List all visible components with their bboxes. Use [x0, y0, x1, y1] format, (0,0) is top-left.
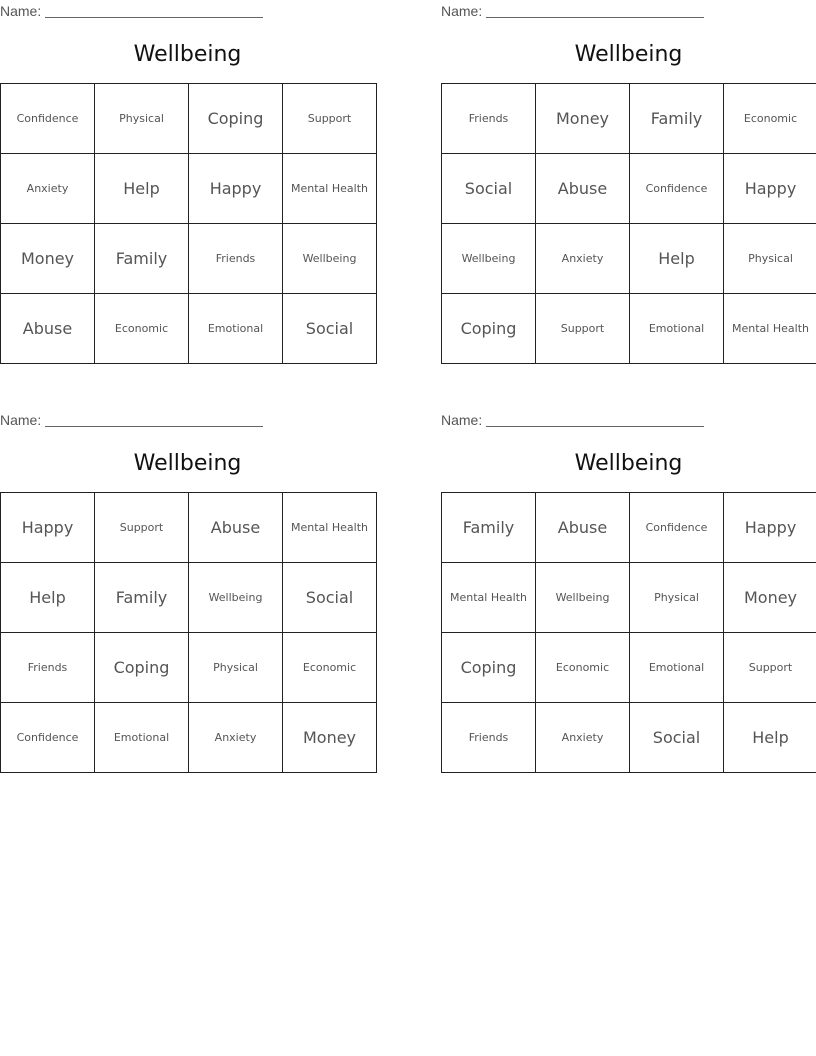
grid-cell: Emotional: [189, 294, 283, 364]
grid-cell: Economic: [95, 294, 189, 364]
name-label: Name:: [441, 412, 483, 428]
grid-cell: Anxiety: [189, 703, 283, 773]
grid-row: [442, 563, 816, 633]
grid-cell: Mental Health: [283, 493, 377, 563]
grid-cell: Confidence: [1, 84, 95, 154]
grid-cell: Coping: [189, 84, 283, 154]
card-title: Wellbeing: [574, 451, 683, 476]
grid-cell: Economic: [724, 84, 816, 154]
grid-cell: Family: [95, 563, 189, 633]
grid-cell: Social: [283, 294, 377, 364]
grid-row: [442, 633, 816, 703]
grid-cell: Abuse: [189, 493, 283, 563]
grid-row: [1, 493, 377, 563]
grid-cell: Help: [95, 154, 189, 224]
grid-cell: Anxiety: [1, 154, 95, 224]
grid-cell: Wellbeing: [189, 563, 283, 633]
grid-cell: Physical: [95, 84, 189, 154]
grid-cell: Money: [536, 84, 630, 154]
bingo-grid: [441, 83, 816, 364]
grid-cell: Coping: [95, 633, 189, 703]
grid-cell: Social: [442, 154, 536, 224]
grid-cell: Family: [95, 224, 189, 294]
name-blank-line: [486, 2, 704, 18]
grid-cell: Happy: [189, 154, 283, 224]
grid-cell: Wellbeing: [536, 563, 630, 633]
grid-cell: Confidence: [630, 493, 724, 563]
grid-cell: Emotional: [630, 633, 724, 703]
card-title: Wellbeing: [574, 42, 683, 67]
grid-cell: Help: [630, 224, 724, 294]
grid-cell: Confidence: [630, 154, 724, 224]
grid-cell: Happy: [1, 493, 95, 563]
grid-cell: Friends: [442, 703, 536, 773]
grid-cell: Physical: [630, 563, 724, 633]
grid-cell: Friends: [189, 224, 283, 294]
card-title: Wellbeing: [133, 451, 242, 476]
name-field: [441, 411, 704, 429]
grid-cell: Coping: [442, 633, 536, 703]
grid-cell: Emotional: [95, 703, 189, 773]
grid-cell: Help: [724, 703, 816, 773]
grid-cell: Money: [283, 703, 377, 773]
grid-cell: Friends: [442, 84, 536, 154]
grid-row: [1, 294, 377, 364]
bingo-grid: [0, 83, 377, 364]
grid-cell: Friends: [1, 633, 95, 703]
grid-cell: Emotional: [630, 294, 724, 364]
grid-row: [442, 703, 816, 773]
name-blank-line: [45, 2, 263, 18]
grid-cell: Support: [536, 294, 630, 364]
grid-cell: Economic: [283, 633, 377, 703]
name-blank-line: [486, 411, 704, 427]
card-title: Wellbeing: [133, 42, 242, 67]
grid-cell: Abuse: [536, 493, 630, 563]
name-label: Name:: [0, 3, 42, 19]
grid-row: [1, 563, 377, 633]
grid-row: [442, 154, 816, 224]
grid-row: [442, 84, 816, 154]
grid-row: [1, 633, 377, 703]
grid-cell: Economic: [536, 633, 630, 703]
grid-cell: Help: [1, 563, 95, 633]
name-field: [441, 2, 704, 20]
bingo-grid: [0, 492, 377, 773]
grid-cell: Physical: [189, 633, 283, 703]
name-label: Name:: [441, 3, 483, 19]
grid-cell: Mental Health: [724, 294, 816, 364]
grid-cell: Wellbeing: [442, 224, 536, 294]
name-label: Name:: [0, 412, 42, 428]
grid-cell: Money: [1, 224, 95, 294]
grid-cell: Mental Health: [283, 154, 377, 224]
grid-row: [1, 224, 377, 294]
grid-row: [1, 84, 377, 154]
grid-cell: Support: [283, 84, 377, 154]
grid-cell: Mental Health: [442, 563, 536, 633]
grid-row: [442, 294, 816, 364]
grid-cell: Happy: [724, 154, 816, 224]
grid-cell: Anxiety: [536, 703, 630, 773]
grid-cell: Support: [95, 493, 189, 563]
grid-cell: Coping: [442, 294, 536, 364]
grid-cell: Anxiety: [536, 224, 630, 294]
name-field: [0, 411, 263, 429]
grid-cell: Abuse: [536, 154, 630, 224]
grid-row: [442, 493, 816, 563]
grid-cell: Social: [283, 563, 377, 633]
bingo-grid: [441, 492, 816, 773]
grid-row: [442, 224, 816, 294]
grid-cell: Happy: [724, 493, 816, 563]
grid-cell: Money: [724, 563, 816, 633]
grid-row: [1, 703, 377, 773]
name-blank-line: [45, 411, 263, 427]
grid-cell: Support: [724, 633, 816, 703]
grid-cell: Physical: [724, 224, 816, 294]
grid-row: [1, 154, 377, 224]
grid-cell: Wellbeing: [283, 224, 377, 294]
grid-cell: Family: [630, 84, 724, 154]
grid-cell: Confidence: [1, 703, 95, 773]
name-field: [0, 2, 263, 20]
grid-cell: Family: [442, 493, 536, 563]
grid-cell: Abuse: [1, 294, 95, 364]
grid-cell: Social: [630, 703, 724, 773]
